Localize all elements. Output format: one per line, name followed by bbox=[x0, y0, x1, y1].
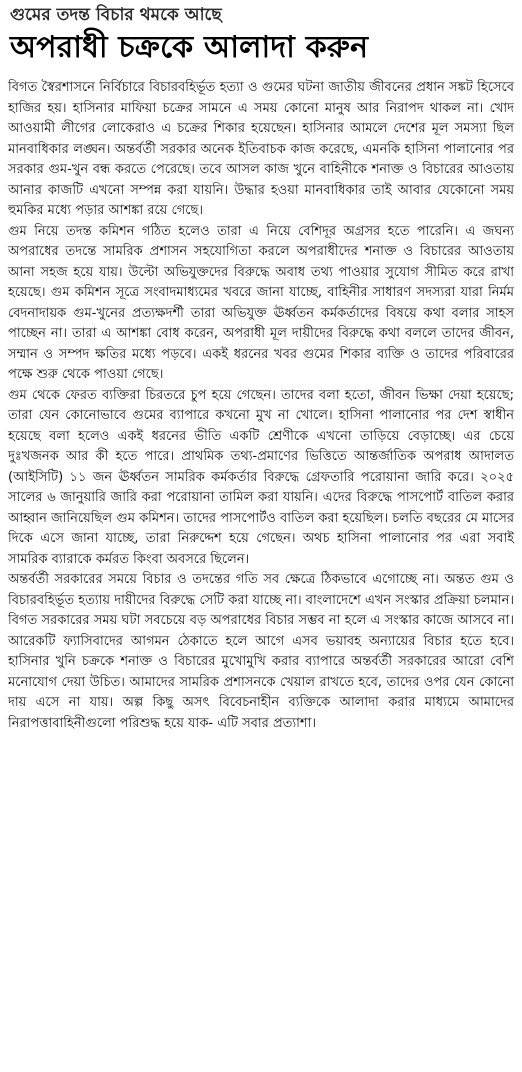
article-body bbox=[8, 78, 514, 734]
article-paragraph-4: অন্তর্বর্তী সরকারের সময়ে বিচার ও তদন্তের গতি সব ক্ষেত্রে ঠিকভাবে এগোচ্ছে না। অন্তত গুম ও বিচারবহির্ভূত হত্যায় দায়ীদের বিরুদ্ধে সেটি করা যাচ্ছে না। বাংলাদেশে এখন সংস্কার প্রক্রিয়া চলমান। বিগত সরকারের সময় ঘটা সবচেয়ে বড় অপরাধের বিচার সম্ভব না হলে এ সংস্কার কাজে আসবে না। আরেকটি ফ্যাসিবাদের আগমন ঠেকাতে হলে আগে এসব ভয়াবহ অন্যায়ের বিচার হতে হবে। হাসিনার খুনি চক্রকে শনাক্ত ও বিচারের মুখোমুখি করার ব্যাপারে অন্তর্বর্তী সরকারের আরো বেশি মনোযোগ দেয়া উচিত। আমাদের সামরিক প্রশাসনকে খেয়াল রাখতে হবে, তাদের ওপর যেন কোনো দায় এসে না যায়। অল্প কিছু অসৎ বিবেচনাহীন ব্যক্তিকে আলাদা করার মাধ্যমে আমাদের নিরাপত্তাবাহিনীগুলো পরিশুদ্ধ হয়ে যাক- এটি সবার প্রত্যাশা। bbox=[8, 572, 514, 731]
article-paragraph-2: গুম নিয়ে তদন্ত কমিশন গঠিত হলেও তারা এ নিয়ে বেশিদূর অগ্রসর হতে পারেনি। এ জঘন্য অপরাধের তদন্তে সামরিক প্রশাসন সহযোগিতা করলে অপরাধীদের শনাক্ত ও বিচারের আওতায় আনা সহজ হয়ে যায়। উল্টো অভিযুক্তদের বিরুদ্ধে অবাধ তথ্য পাওয়ার সুযোগ সীমিত করে রাখা হয়েছে। গুম কমিশন সূত্রে সংবাদমাধ্যমের খবরে জানা যাচ্ছে, বাহিনীর সাধারণ সদস্যরা যারা নির্মম বেদনাদায়ক গুম-খুনের প্রত্যক্ষদর্শী তারা অভিযুক্ত ঊর্ধ্বতন কর্মকর্তাদের বিষয়ে কথা বলার সাহস পাচ্ছেন না। তারা এ আশঙ্কা বোধ করেন, অপরাধী মূল দায়ীদের বিরুদ্ধে কথা বললে তাদের জীবন, সম্মান ও সম্পদ ক্ষতির মধ্যে পড়বে। একই ধরনের খবর গুমের শিকার ব্যক্তি ও তাদের পরিবারের পক্ষে শুরু থেকে পাওয়া গেছে। bbox=[8, 223, 514, 382]
article-headline: অপরাধী চক্রকে আলাদা করুন bbox=[10, 30, 369, 65]
article-kicker: গুমের তদন্ত বিচার থমকে আছে bbox=[10, 5, 222, 25]
article-paragraph-3: গুম থেকে ফেরত ব্যক্তিরা চিরতরে চুপ হয়ে গেছেন। তাদের বলা হতো, জীবন ভিক্ষা দেয়া হয়েছে; তারা যেন কোনোভাবে গুমের ব্যাপারে কখনো মুখ না খোলে। হাসিনা পালানোর পর দেশ স্বাধীন হয়েছে বলা হলেও একই ধরনের ভীতি একটি শ্রেণীকে এখনো তাড়িয়ে বেড়াচ্ছে। এর চেয়ে দুঃখজনক আর কী হতে পারে। প্রাথমিক তথ্য-প্রমাণের ভিত্তিতে আন্তর্জাতিক অপরাধ আদালত (আইসিটি) ১১ জন ঊর্ধ্বতন সামরিক কর্মকর্তার বিরুদ্ধে গ্রেফতারি পরোয়ানা জারি করে। ২০২৫ সালের ৬ জানুয়ারি জারি করা পরোয়ানা তামিল করা যায়নি। এদের বিরুদ্ধে পাসপোর্ট বাতিল করার আহ্বান জানিয়েছিল গুম কমিশন। তাদের পাসপোর্টও বাতিল করা হয়েছিল। চলতি বছরের মে মাসের দিকে এসে জানা যাচ্ছে, তারা নিরুদ্দেশ হয়ে গেছেন। অথচ হাসিনা পালানোর পর এরা সবাই সামরিক ব্যারাকে কর্মরত কিংবা অবসরে ছিলেন। bbox=[8, 387, 514, 567]
article-paragraph-1: বিগত স্বৈরশাসনে নির্বিচারে বিচারবহির্ভূত হত্যা ও গুমের ঘটনা জাতীয় জীবনের প্রধান সঙ্কট হিসেবে হাজির হয়। হাসিনার মাফিয়া চক্রের সামনে এ সময় কোনো মানুষ আর নিরাপদ থাকল না। খোদ আওয়ামী লীগের লোকেরাও এ চক্রের শিকার হয়েছেন। হাসিনার আমলে দেশের মূল সমস্যা ছিল মানবাধিকার লঙ্ঘন। অন্তর্বর্তী সরকার অনেক ইতিবাচক কাজ করেছে, এমনকি হাসিনা পালানোর পর সরকার গুম-খুন বন্ধ করতে পেরেছে। তবে আসল কাজ খুনে বাহিনীকে শনাক্ত ও বিচারের আওতায় আনার কাজটি এখনো সম্পন্ন করা যায়নি। উদ্ধার হওয়া মানবাধিকার তাই আবার যেকোনো সময় হুমকির মধ্যে পড়ার আশঙ্কা রয়ে গেছে। bbox=[8, 80, 514, 218]
